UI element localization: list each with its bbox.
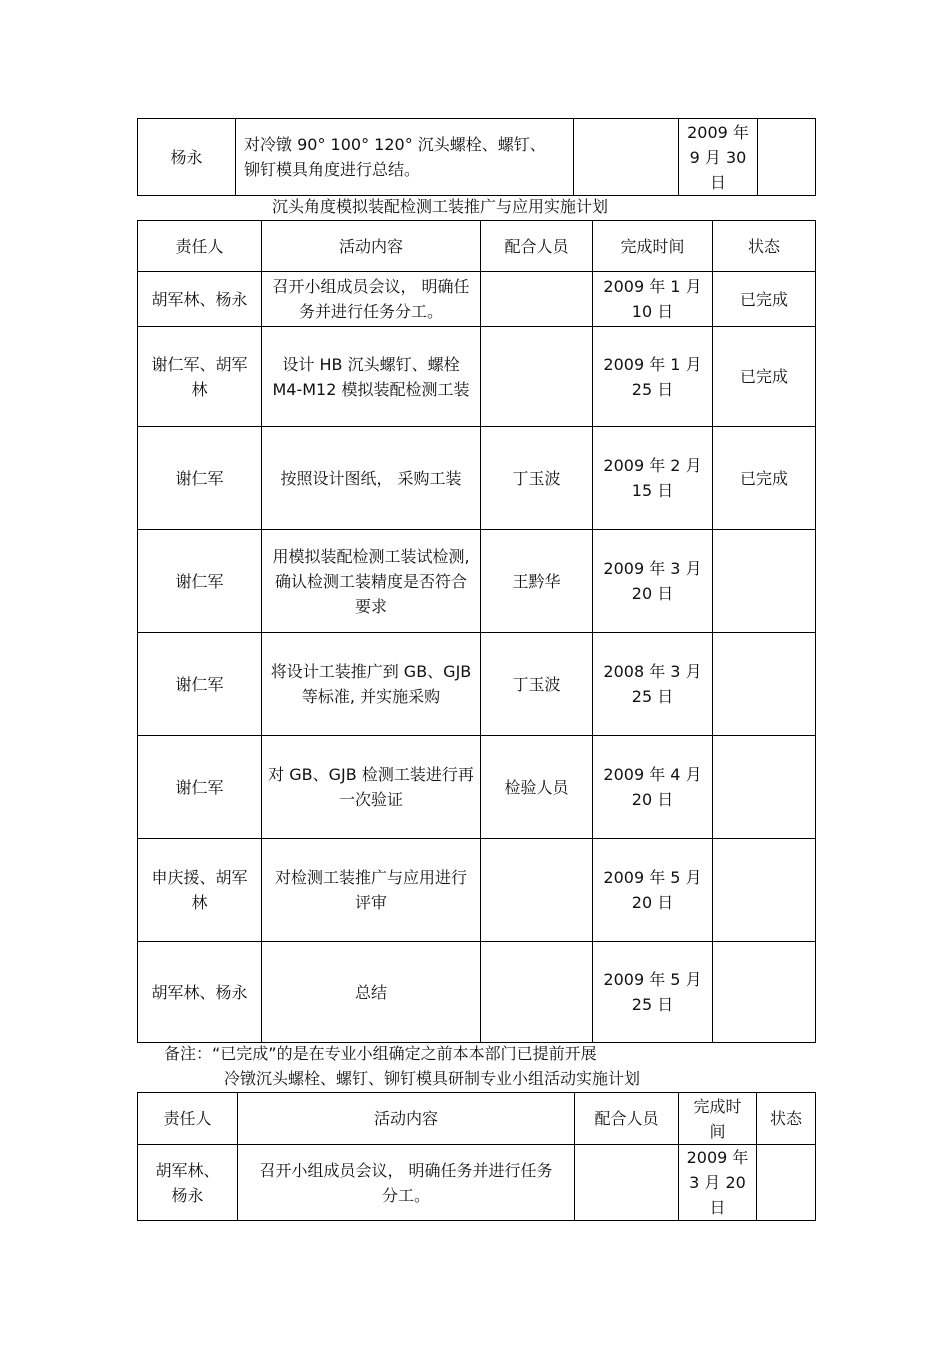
time-cell: 2009 年 3 月 20 日 xyxy=(593,530,713,633)
time-cell: 2009 年 1 月 10 日 xyxy=(593,272,713,327)
partner-cell xyxy=(575,1145,679,1221)
header-time: 完成时间 xyxy=(679,1093,757,1145)
header-person: 责任人 xyxy=(138,221,262,272)
status-cell xyxy=(713,942,816,1043)
status-cell xyxy=(713,530,816,633)
partner-cell: 丁玉波 xyxy=(481,633,593,736)
partner-cell xyxy=(481,272,593,327)
plan1-note: 备注：“已完成”的是在专业小组确定之前本本部门已提前开展 xyxy=(164,1044,597,1063)
table-row xyxy=(138,1145,816,1221)
person-cell: 杨永 xyxy=(138,119,236,196)
table-row xyxy=(138,327,816,427)
activity-cell: 按照设计图纸， 采购工装 xyxy=(262,427,481,530)
person-cell: 谢仁军、胡军林 xyxy=(138,327,262,427)
partner-cell xyxy=(481,942,593,1043)
activity-cell: 对检测工装推广与应用进行评审 xyxy=(262,839,481,942)
header-partner: 配合人员 xyxy=(481,221,593,272)
plan2-title: 冷镦沉头螺栓、螺钉、铆钉模具研制专业小组活动实施计划 xyxy=(224,1069,641,1088)
time-cell: 2009 年 1 月 25 日 xyxy=(593,327,713,427)
activity-cell: 召开小组成员会议， 明确任务并进行任务分工。 xyxy=(262,272,481,327)
table-row xyxy=(138,272,816,327)
table-row xyxy=(138,942,816,1043)
activity-cell: 对冷镦 90° 100° 120° 沉头螺栓、螺钉、铆钉模具角度进行总结。 xyxy=(236,119,574,196)
status-cell xyxy=(713,633,816,736)
table-row xyxy=(138,119,816,196)
header-status: 状态 xyxy=(713,221,816,272)
partner-cell: 王黔华 xyxy=(481,530,593,633)
header-time: 完成时间 xyxy=(593,221,713,272)
partner-cell xyxy=(481,327,593,427)
partner-cell xyxy=(481,839,593,942)
header-activity: 活动内容 xyxy=(262,221,481,272)
partner-cell: 检验人员 xyxy=(481,736,593,839)
person-cell: 胡军林、杨永 xyxy=(138,942,262,1043)
activity-cell: 设计 HB 沉头螺钉、螺栓 M4-M12 模拟装配检测工装 xyxy=(262,327,481,427)
status-cell xyxy=(757,1145,816,1221)
time-cell: 2009 年 5 月 20 日 xyxy=(593,839,713,942)
status-cell: 已完成 xyxy=(713,327,816,427)
activity-cell: 用模拟装配检测工装试检测, 确认检测工装精度是否符合要求 xyxy=(262,530,481,633)
header-row xyxy=(138,1093,816,1145)
status-cell xyxy=(758,119,816,196)
header-row xyxy=(138,221,816,272)
status-cell: 已完成 xyxy=(713,427,816,530)
activity-cell: 总结 xyxy=(262,942,481,1043)
table-row xyxy=(138,633,816,736)
person-cell: 申庆援、胡军林 xyxy=(138,839,262,942)
time-cell: 2008 年 3 月 25 日 xyxy=(593,633,713,736)
header-partner: 配合人员 xyxy=(575,1093,679,1145)
table-row xyxy=(138,839,816,942)
time-cell: 2009 年 2 月 15 日 xyxy=(593,427,713,530)
time-cell: 2009 年 3 月 20 日 xyxy=(679,1145,757,1221)
table-row xyxy=(138,736,816,839)
person-cell: 谢仁军 xyxy=(138,736,262,839)
activity-cell: 召开小组成员会议， 明确任务并进行任务分工。 xyxy=(238,1145,575,1221)
top-table xyxy=(137,118,816,196)
activity-cell: 对 GB、GJB 检测工装进行再一次验证 xyxy=(262,736,481,839)
partner-cell: 丁玉波 xyxy=(481,427,593,530)
person-cell: 谢仁军 xyxy=(138,427,262,530)
activity-cell: 将设计工装推广到 GB、GJB 等标准, 并实施采购 xyxy=(262,633,481,736)
header-person: 责任人 xyxy=(138,1093,238,1145)
status-cell: 已完成 xyxy=(713,272,816,327)
status-cell xyxy=(713,839,816,942)
person-cell: 胡军林、杨永 xyxy=(138,1145,238,1221)
person-cell: 谢仁军 xyxy=(138,633,262,736)
person-cell: 谢仁军 xyxy=(138,530,262,633)
partner-cell xyxy=(574,119,679,196)
table-row xyxy=(138,427,816,530)
plan2-table xyxy=(137,1092,816,1221)
status-cell xyxy=(713,736,816,839)
time-cell: 2009 年 4 月 20 日 xyxy=(593,736,713,839)
time-cell: 2009 年 9 月 30 日 xyxy=(679,119,758,196)
header-activity: 活动内容 xyxy=(238,1093,575,1145)
time-cell: 2009 年 5 月 25 日 xyxy=(593,942,713,1043)
header-status: 状态 xyxy=(757,1093,816,1145)
plan1-title: 沉头角度模拟装配检测工装推广与应用实施计划 xyxy=(272,197,609,216)
plan1-table xyxy=(137,220,816,1043)
table-row xyxy=(138,530,816,633)
person-cell: 胡军林、杨永 xyxy=(138,272,262,327)
